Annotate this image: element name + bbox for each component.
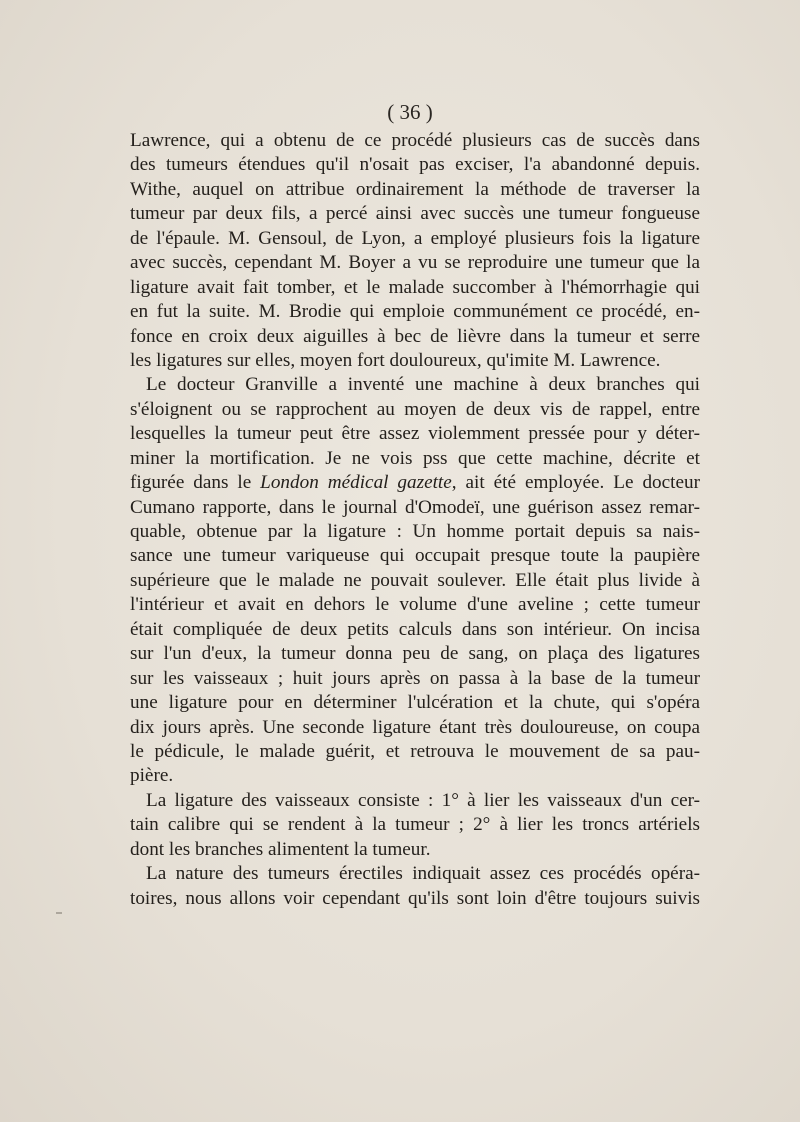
text-line: La nature des tumeurs érectiles indiquait assez ces procédés opéra- [146,863,700,885]
text-line: sur l'un d'eux, la tumeur donna peu de sang, on plaça des ligatures [130,643,700,665]
text-line: était compliquée de deux petits calculs dans son intérieur. On incisa [130,618,700,640]
text-line: Lawrence, qui a obtenu de ce procédé plusieurs cas de succès dans [130,130,700,151]
text-line: toires, nous allons voir cependant qu'ils sont loin d'être toujours suivis [130,887,700,909]
text-line: Withe, auquel on attribue ordinairement la méthode de traverser la [130,178,700,200]
text-line: le pédicule, le malade guérit, et retrouva le mouvement de sa pau- [130,740,700,762]
text-line: miner la mortification. Je ne vois pss que cette machine, décrite et [130,447,700,469]
page-number: ( 36 ) [387,100,433,124]
text-line: La ligature des vaisseaux consiste : 1° à lier les vaisseaux d'un cer- [146,789,700,811]
text-line: ligature avait fait tomber, et le malade succomber à l'hémorrhagie qui [130,276,700,298]
text-line: figurée dans le London médical gazette, ait été employée. Le docteur [130,472,700,494]
text-line: Cumano rapporte, dans le journal d'Omodeï, une guérison assez remar- [130,496,700,518]
body-text [130,129,700,911]
text-line: en fut la suite. M. Brodie qui emploie communément ce procédé, en- [130,301,700,323]
text-line: avec succès, cependant M. Boyer a vu se reproduire une tumeur que la [130,252,700,274]
stray-ink-mark [56,912,62,914]
text-line: tain calibre qui se rendent à la tumeur ; 2° à lier les troncs artériels [130,814,700,836]
text-line: supérieure que le malade ne pouvait soulever. Elle était plus livide à [130,569,700,591]
text-line: Le docteur Granville a inventé une machine à deux branches qui [146,374,700,396]
text-line: sur les vaisseaux ; huit jours après on passa à la base de la tumeur [130,667,700,689]
text-line: l'intérieur et avait en dehors le volume d'une aveline ; cette tumeur [130,594,700,616]
text-line: dix jours après. Une seconde ligature étant très douloureuse, on coupa [130,716,700,738]
text-line: s'éloignent ou se rapprochent au moyen de deux vis de rappel, entre [130,398,700,420]
text-line: une ligature pour en déterminer l'ulcération et la chute, qui s'opéra [130,692,700,714]
text-line: lesquelles la tumeur peut être assez violemment pressée pour y déter- [130,423,700,445]
journal-title: London médical gazette [260,472,452,494]
text-line: sance une tumeur variqueuse qui occupait presque toute la paupière [130,545,700,567]
text-line: tumeur par deux fils, a percé ainsi avec succès une tumeur fongueuse [130,203,700,225]
text-line: pière. [130,765,174,787]
text-line: de l'épaule. M. Gensoul, de Lyon, a employé plusieurs fois la ligature [130,227,700,249]
text-line: dont les branches alimentent la tumeur. [130,838,431,860]
text-line: des tumeurs étendues qu'il n'osait pas exciser, l'a abandonné depuis. [130,154,700,176]
text-line: quable, obtenue par la ligature : Un homme portait depuis sa nais- [130,521,700,542]
text-line: les ligatures sur elles, moyen fort douloureux, qu'imite M. Lawrence. [130,349,661,371]
text-line: fonce en croix deux aiguilles à bec de lièvre dans la tumeur et serre [130,325,700,347]
